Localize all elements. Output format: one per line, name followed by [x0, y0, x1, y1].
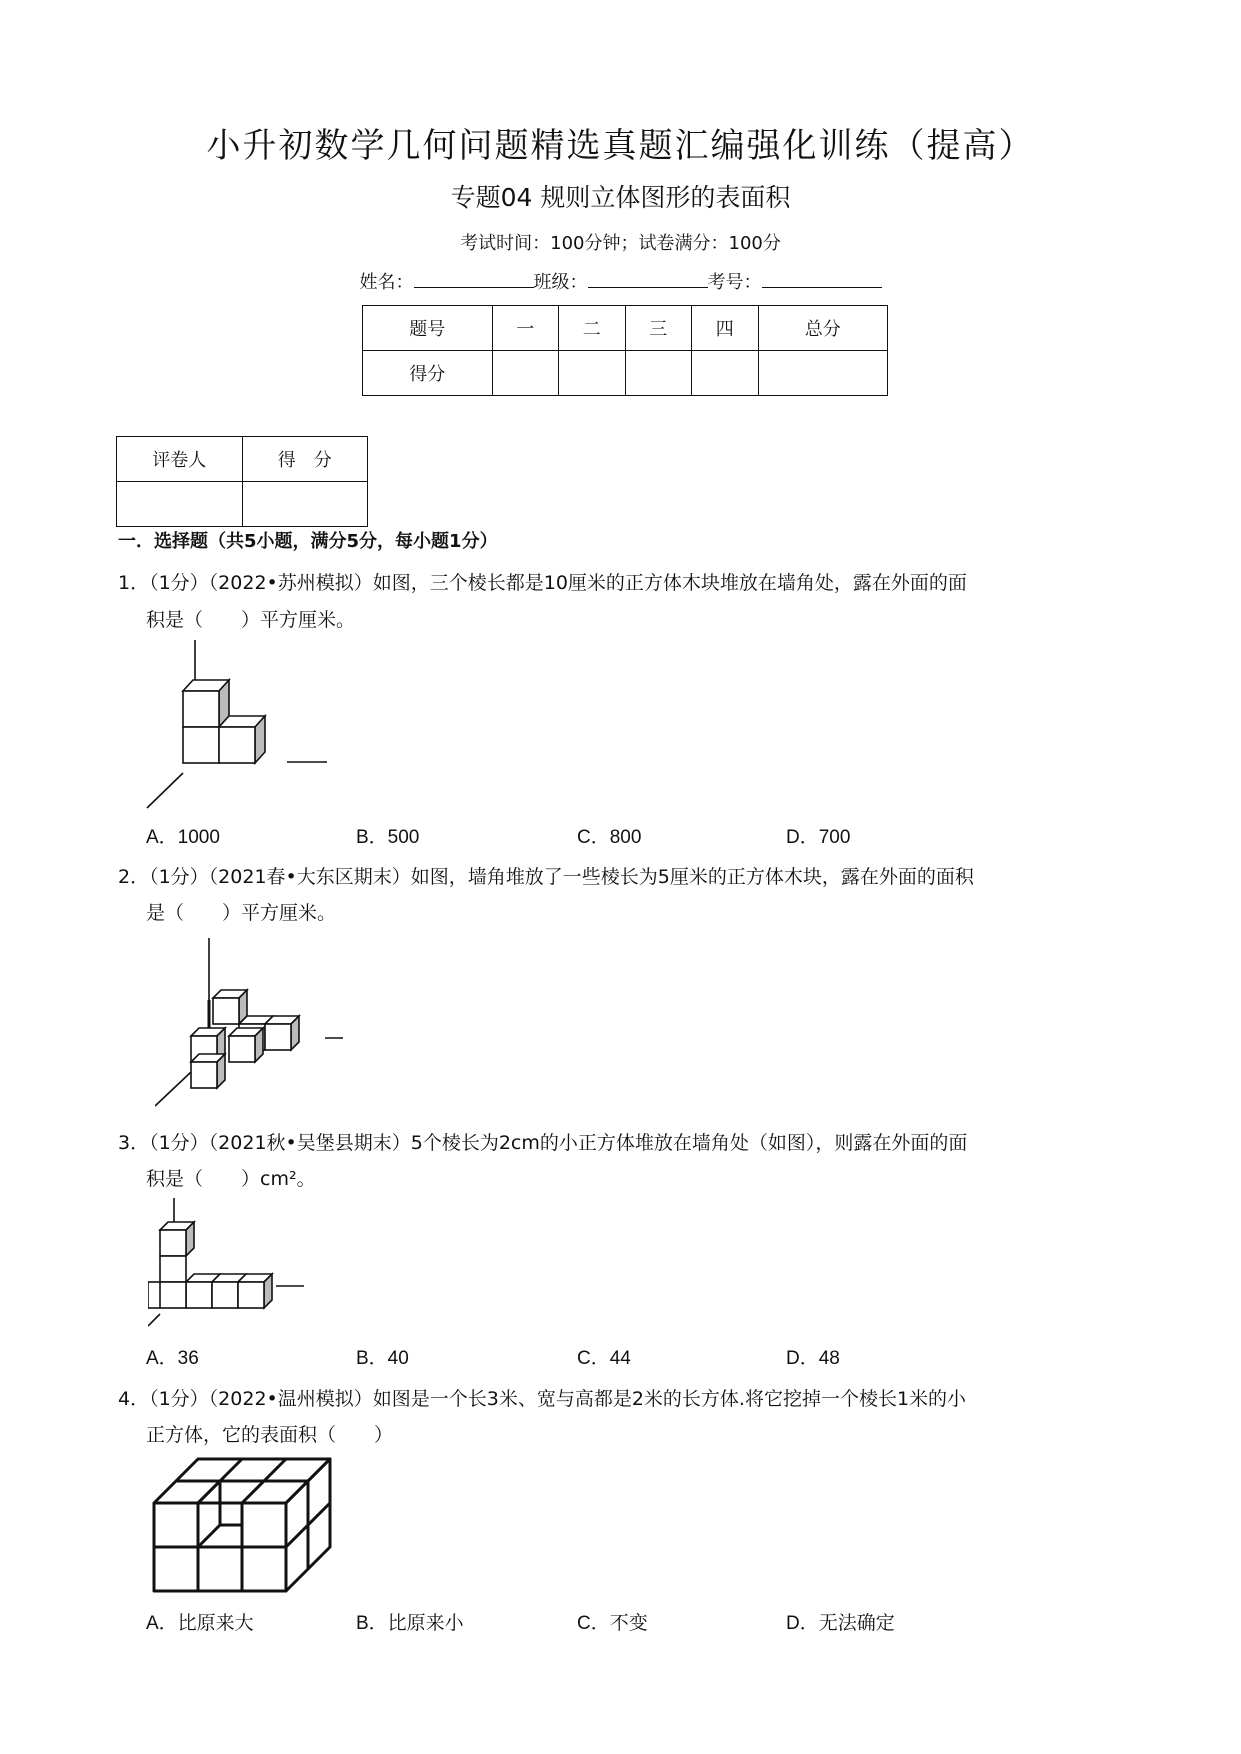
question-3-option-d[interactable]: D．48 [786, 1348, 840, 1369]
score-header-cell: 题号 [363, 306, 493, 351]
question-3-option-c[interactable]: C．44 [577, 1348, 631, 1369]
exam-meta: 考试时间：100分钟；试卷满分：100分 [460, 233, 781, 254]
grader-label: 评卷人 [117, 437, 243, 482]
question-1-option-a[interactable]: A．1000 [146, 827, 220, 848]
student-info-line [0, 268, 1241, 294]
name-label: 姓名： [359, 272, 414, 293]
page-subtitle: 专题04 规则立体图形的表面积 [450, 183, 791, 212]
exam-no-label: 考号： [707, 272, 762, 293]
score-header-cell: 一 [492, 306, 559, 351]
question-1-option-d[interactable]: D．700 [786, 827, 851, 848]
question-4-text-cont: 正方体，它的表面积（ ） [146, 1424, 394, 1446]
question-4-option-a[interactable]: A．比原来大 [146, 1613, 254, 1634]
score-header-cell: 四 [692, 306, 759, 351]
grader-score-label: 得 分 [242, 437, 368, 482]
name-field[interactable] [414, 269, 534, 288]
score-cell[interactable] [492, 351, 559, 396]
question-4-option-c[interactable]: C．不变 [577, 1613, 648, 1634]
class-label: 班级： [533, 272, 588, 293]
section-title: 一．选择题（共5小题，满分5分，每小题1分） [118, 531, 498, 552]
exam-no-field[interactable] [762, 269, 882, 288]
score-table-header-row [363, 306, 888, 351]
question-4-option-b[interactable]: B．比原来小 [356, 1613, 464, 1634]
question-1-option-b[interactable]: B．500 [356, 827, 420, 848]
class-field[interactable] [588, 269, 708, 288]
grader-score-cell[interactable] [242, 482, 368, 527]
score-row-label: 得分 [363, 351, 493, 396]
question-3-figure [148, 1198, 308, 1328]
question-2-figure [155, 938, 345, 1110]
question-3-text-cont: 积是（ ）cm²。 [146, 1168, 316, 1190]
question-1-option-c[interactable]: C．800 [577, 827, 642, 848]
question-4-figure [150, 1455, 338, 1597]
question-3-option-a[interactable]: A．36 [146, 1348, 199, 1369]
question-3-text: 3．（1分）（2021秋•吴堡县期末）5个棱长为2cm的小正方体堆放在墙角处（如图），则露在外面的面 [118, 1132, 968, 1154]
page-title: 小升初数学几何问题精选真题汇编强化训练（提高） [206, 126, 1035, 166]
score-cell[interactable] [692, 351, 759, 396]
question-1-text: 1．（1分）（2022•苏州模拟）如图，三个棱长都是10厘米的正方体木块堆放在墙角处，露在外面的面 [118, 572, 967, 594]
score-header-cell: 总分 [758, 306, 888, 351]
question-2-text: 2．（1分）（2021春•大东区期末）如图，墙角堆放了一些棱长为5厘米的正方体木块，露在外面的面积 [118, 866, 974, 888]
score-cell[interactable] [758, 351, 888, 396]
score-header-cell: 三 [625, 306, 692, 351]
question-1-figure [145, 640, 330, 810]
question-3-option-b[interactable]: B．40 [356, 1348, 409, 1369]
score-header-cell: 二 [559, 306, 626, 351]
question-2-text-cont: 是（ ）平方厘米。 [146, 902, 337, 924]
question-4-option-d[interactable]: D．无法确定 [786, 1613, 895, 1634]
grader-table [116, 436, 368, 527]
grader-name-cell[interactable] [117, 482, 243, 527]
score-cell[interactable] [559, 351, 626, 396]
score-cell[interactable] [625, 351, 692, 396]
question-1-text-cont: 积是（ ）平方厘米。 [146, 609, 356, 631]
score-table-score-row [363, 351, 888, 396]
question-4-text: 4．（1分）（2022•温州模拟）如图是一个长3米、宽与高都是2米的长方体.将它挖掉一个棱长1米的小 [118, 1388, 967, 1410]
score-table [362, 305, 888, 396]
